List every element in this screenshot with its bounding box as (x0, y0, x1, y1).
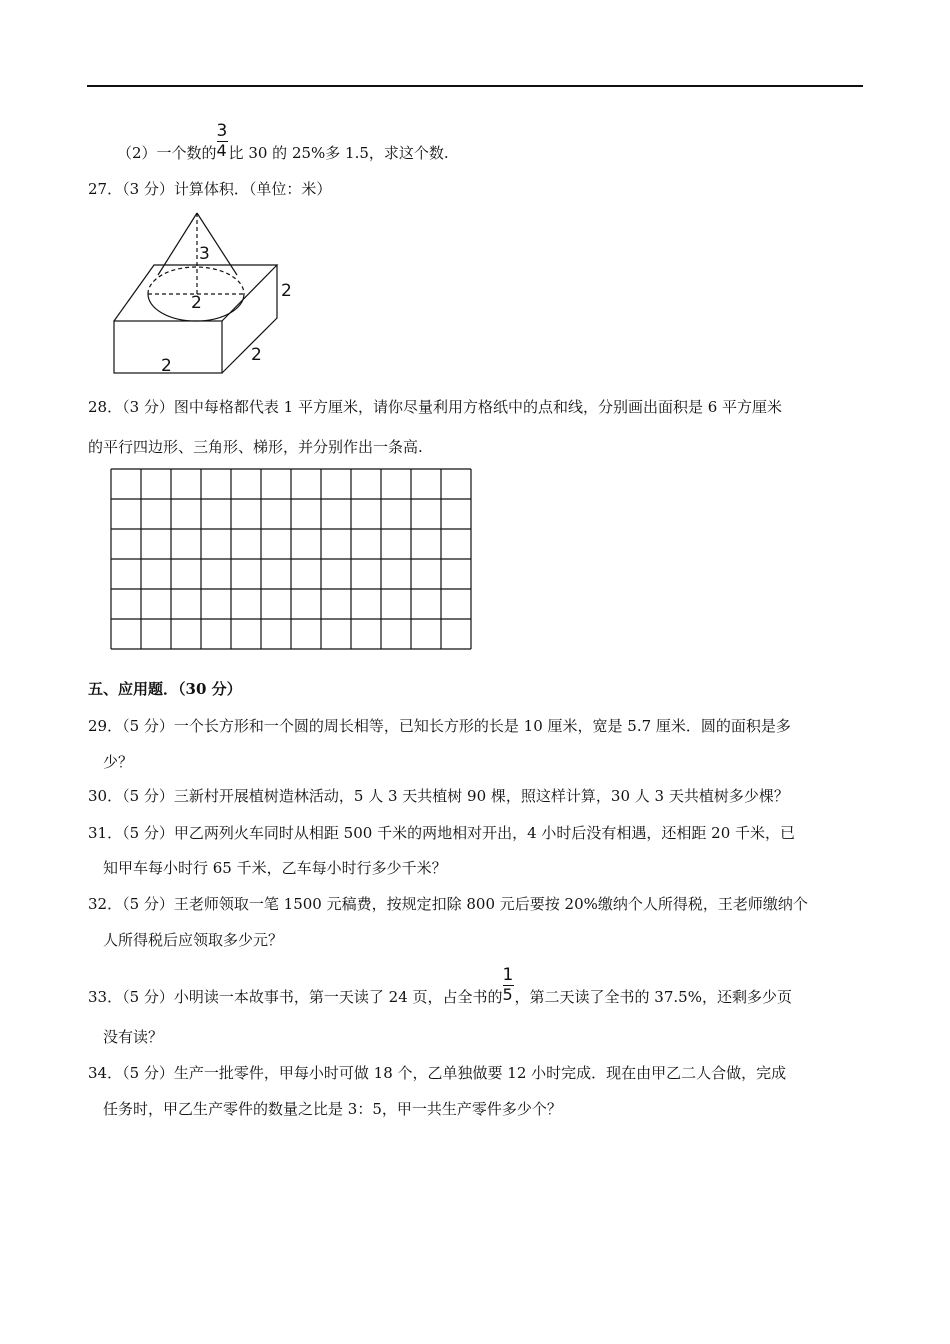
label-box-width: 2 (251, 345, 262, 365)
fraction-numerator: 1 (502, 965, 514, 985)
question-31-line2: 知甲车每小时行 65 千米，乙车每小时行多少千米？ (103, 859, 447, 877)
cone-base-back-arc (148, 267, 244, 294)
q33-suffix: ，第二天读了全书的 37.5%，还剩多少页 (514, 988, 792, 1006)
question-29-line1: 29．（5 分）一个长方形和一个圆的周长相等，已知长方形的长是 10 厘米，宽是 5.7 厘米．圆的面积是多 (88, 717, 791, 735)
label-box-length: 2 (161, 356, 172, 376)
question-29-line2: 少？ (103, 753, 134, 771)
cone-on-box-figure (100, 205, 310, 380)
q26-prefix: （2）一个数的 (117, 144, 217, 162)
question-33-line1 (88, 965, 792, 1007)
fraction-denominator: 5 (502, 985, 513, 1004)
fraction-one-fifth (502, 965, 515, 1007)
question-32-line2: 人所得税后应领取多少元？ (103, 931, 284, 949)
q26-suffix: 比 30 的 25%多 1.5，求这个数. (228, 144, 449, 162)
question-34-line2: 任务时，甲乙生产零件的数量之比是 3：5，甲一共生产零件多少个？ (103, 1100, 562, 1118)
box-right-face (222, 265, 277, 373)
header-rule (87, 85, 863, 87)
fraction-three-quarters (216, 121, 229, 163)
fraction-numerator: 3 (216, 121, 228, 141)
question-30: 30．（5 分）三新村开展植树造林活动，5 人 3 天共植树 90 棵，照这样计算，30 人 3 天共植树多少棵？ (88, 787, 789, 805)
section-five-title: 五、应用题．（30 分） (88, 680, 242, 698)
label-diameter: 2 (191, 293, 202, 313)
label-box-height: 2 (281, 281, 292, 301)
fraction-denominator: 4 (216, 141, 227, 160)
question-27: 27．（3 分）计算体积．（单位：米） (88, 180, 332, 198)
question-28-line1: 28．（3 分）图中每格都代表 1 平方厘米，请你尽量利用方格纸中的点和线，分别画出面积是 6 平方厘米 (88, 398, 783, 416)
cone-left-side (158, 213, 197, 275)
question-33-line2: 没有读？ (103, 1028, 164, 1046)
question-32-line1: 32．（5 分）王老师领取一笔 1500 元稿费，按规定扣除 800 元后要按 20%缴纳个人所得税，王老师缴纳个 (88, 895, 808, 913)
question-34-line1: 34．（5 分）生产一批零件，甲每小时可做 18 个，乙单独做要 12 小时完成．现在由甲乙二人合做，完成 (88, 1064, 787, 1082)
question-26-2 (117, 121, 449, 163)
grid-paper (110, 468, 472, 650)
q33-prefix: 33．（5 分）小明读一本故事书，第一天读了 24 页，占全书的 (88, 988, 503, 1006)
question-28-line2: 的平行四边形、三角形、梯形，并分别作出一条高. (88, 438, 423, 456)
question-31-line1: 31．（5 分）甲乙两列火车同时从相距 500 千米的两地相对开出，4 小时后没有相遇，还相距 20 千米，已 (88, 824, 796, 842)
label-cone-height: 3 (199, 244, 210, 264)
